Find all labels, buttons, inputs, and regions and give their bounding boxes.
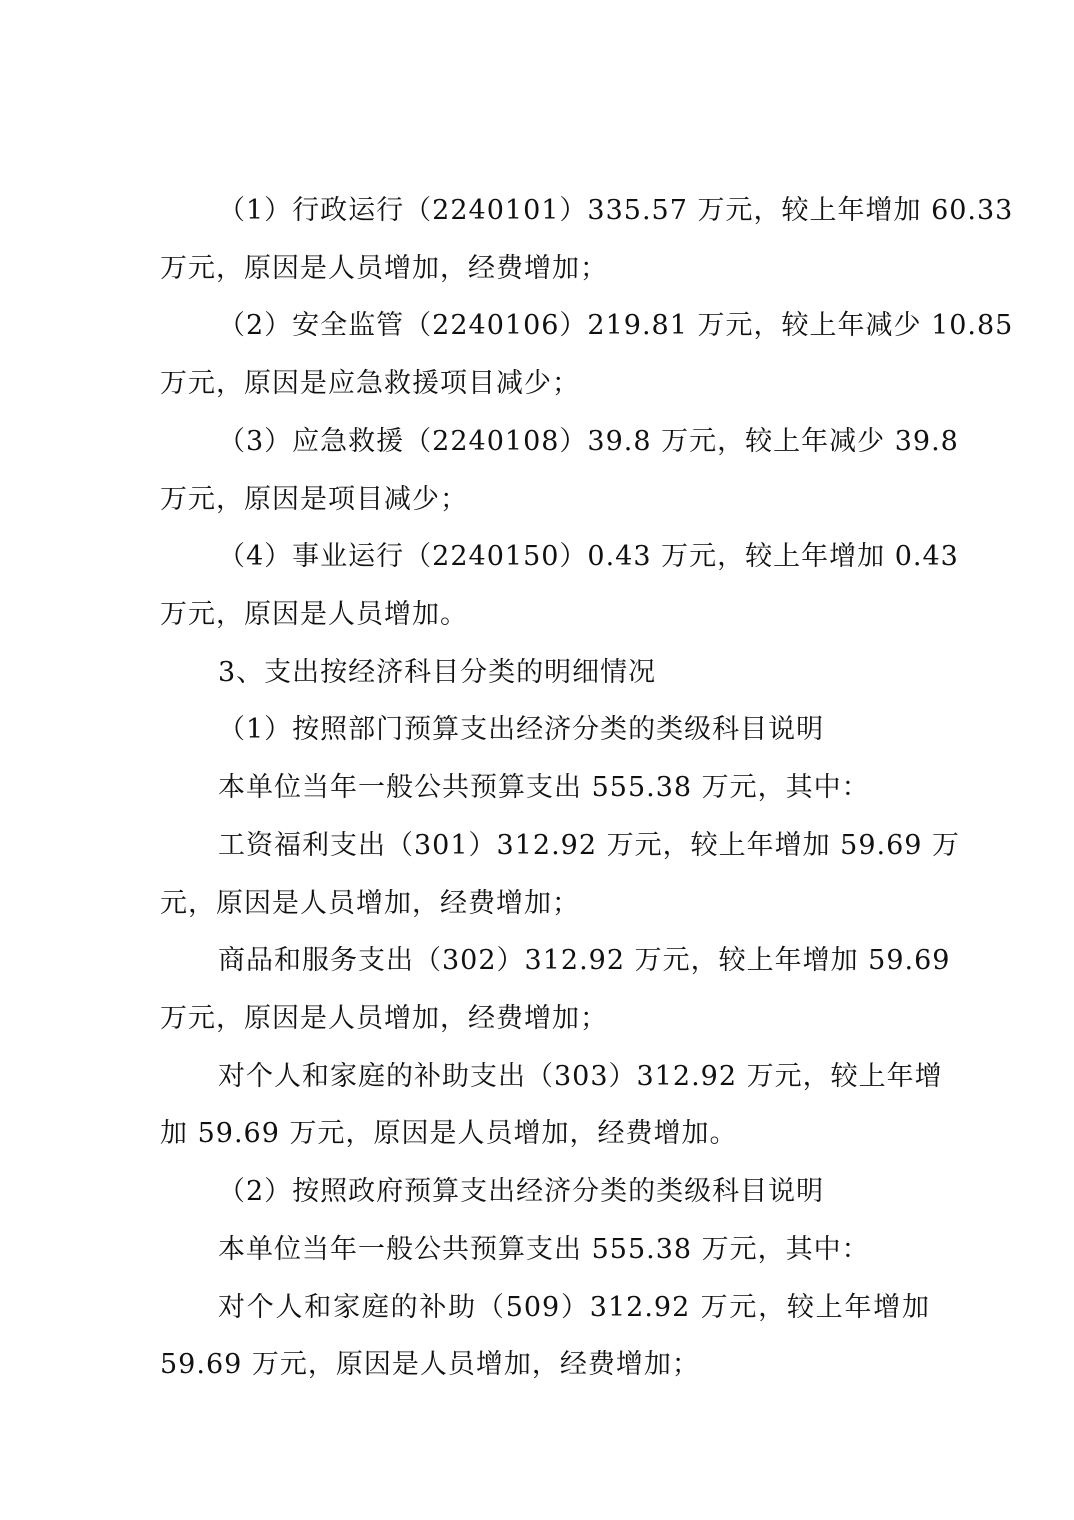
paragraph-line: （3）应急救援（2240108）39.8 万元，较上年减少 39.8 [218,426,959,457]
paragraph-line: 万元，原因是人员增加，经费增加； [160,1003,608,1034]
paragraph-line: 本单位当年一般公共预算支出 555.38 万元，其中： [218,772,870,803]
paragraph-line: 工资福利支出（301）312.92 万元，较上年增加 59.69 万 [218,830,961,861]
paragraph-line: 对个人和家庭的补助支出（303）312.92 万元，较上年增 [218,1061,943,1092]
subsection-heading: （1）按照部门预算支出经济分类的类级科目说明 [218,714,825,745]
section-heading: 3、支出按经济科目分类的明细情况 [218,657,657,688]
paragraph-line: （1）行政运行（2240101）335.57 万元，较上年增加 60.33 [218,195,1014,226]
paragraph-line: 万元，原因是人员增加。 [160,599,468,630]
paragraph-line: 59.69 万元，原因是人员增加，经费增加； [160,1349,700,1380]
paragraph-line: （4）事业运行（2240150）0.43 万元，较上年增加 0.43 [218,541,959,572]
paragraph-line: 万元，原因是人员增加，经费增加； [160,253,608,284]
paragraph-line: 对个人和家庭的补助（509）312.92 万元，较上年增加 [218,1292,930,1323]
paragraph-line: 本单位当年一般公共预算支出 555.38 万元，其中： [218,1234,870,1265]
subsection-heading: （2）按照政府预算支出经济分类的类级科目说明 [218,1176,825,1207]
paragraph-line: 万元，原因是项目减少； [160,484,468,515]
paragraph-line: 加 59.69 万元，原因是人员增加，经费增加。 [160,1118,738,1149]
paragraph-line: 万元，原因是应急救援项目减少； [160,368,580,399]
paragraph-line: 商品和服务支出（302）312.92 万元，较上年增加 59.69 [218,945,951,976]
paragraph-line: 元，原因是人员增加，经费增加； [160,888,580,919]
paragraph-line: （2）安全监管（2240106）219.81 万元，较上年减少 10.85 [218,310,1014,341]
